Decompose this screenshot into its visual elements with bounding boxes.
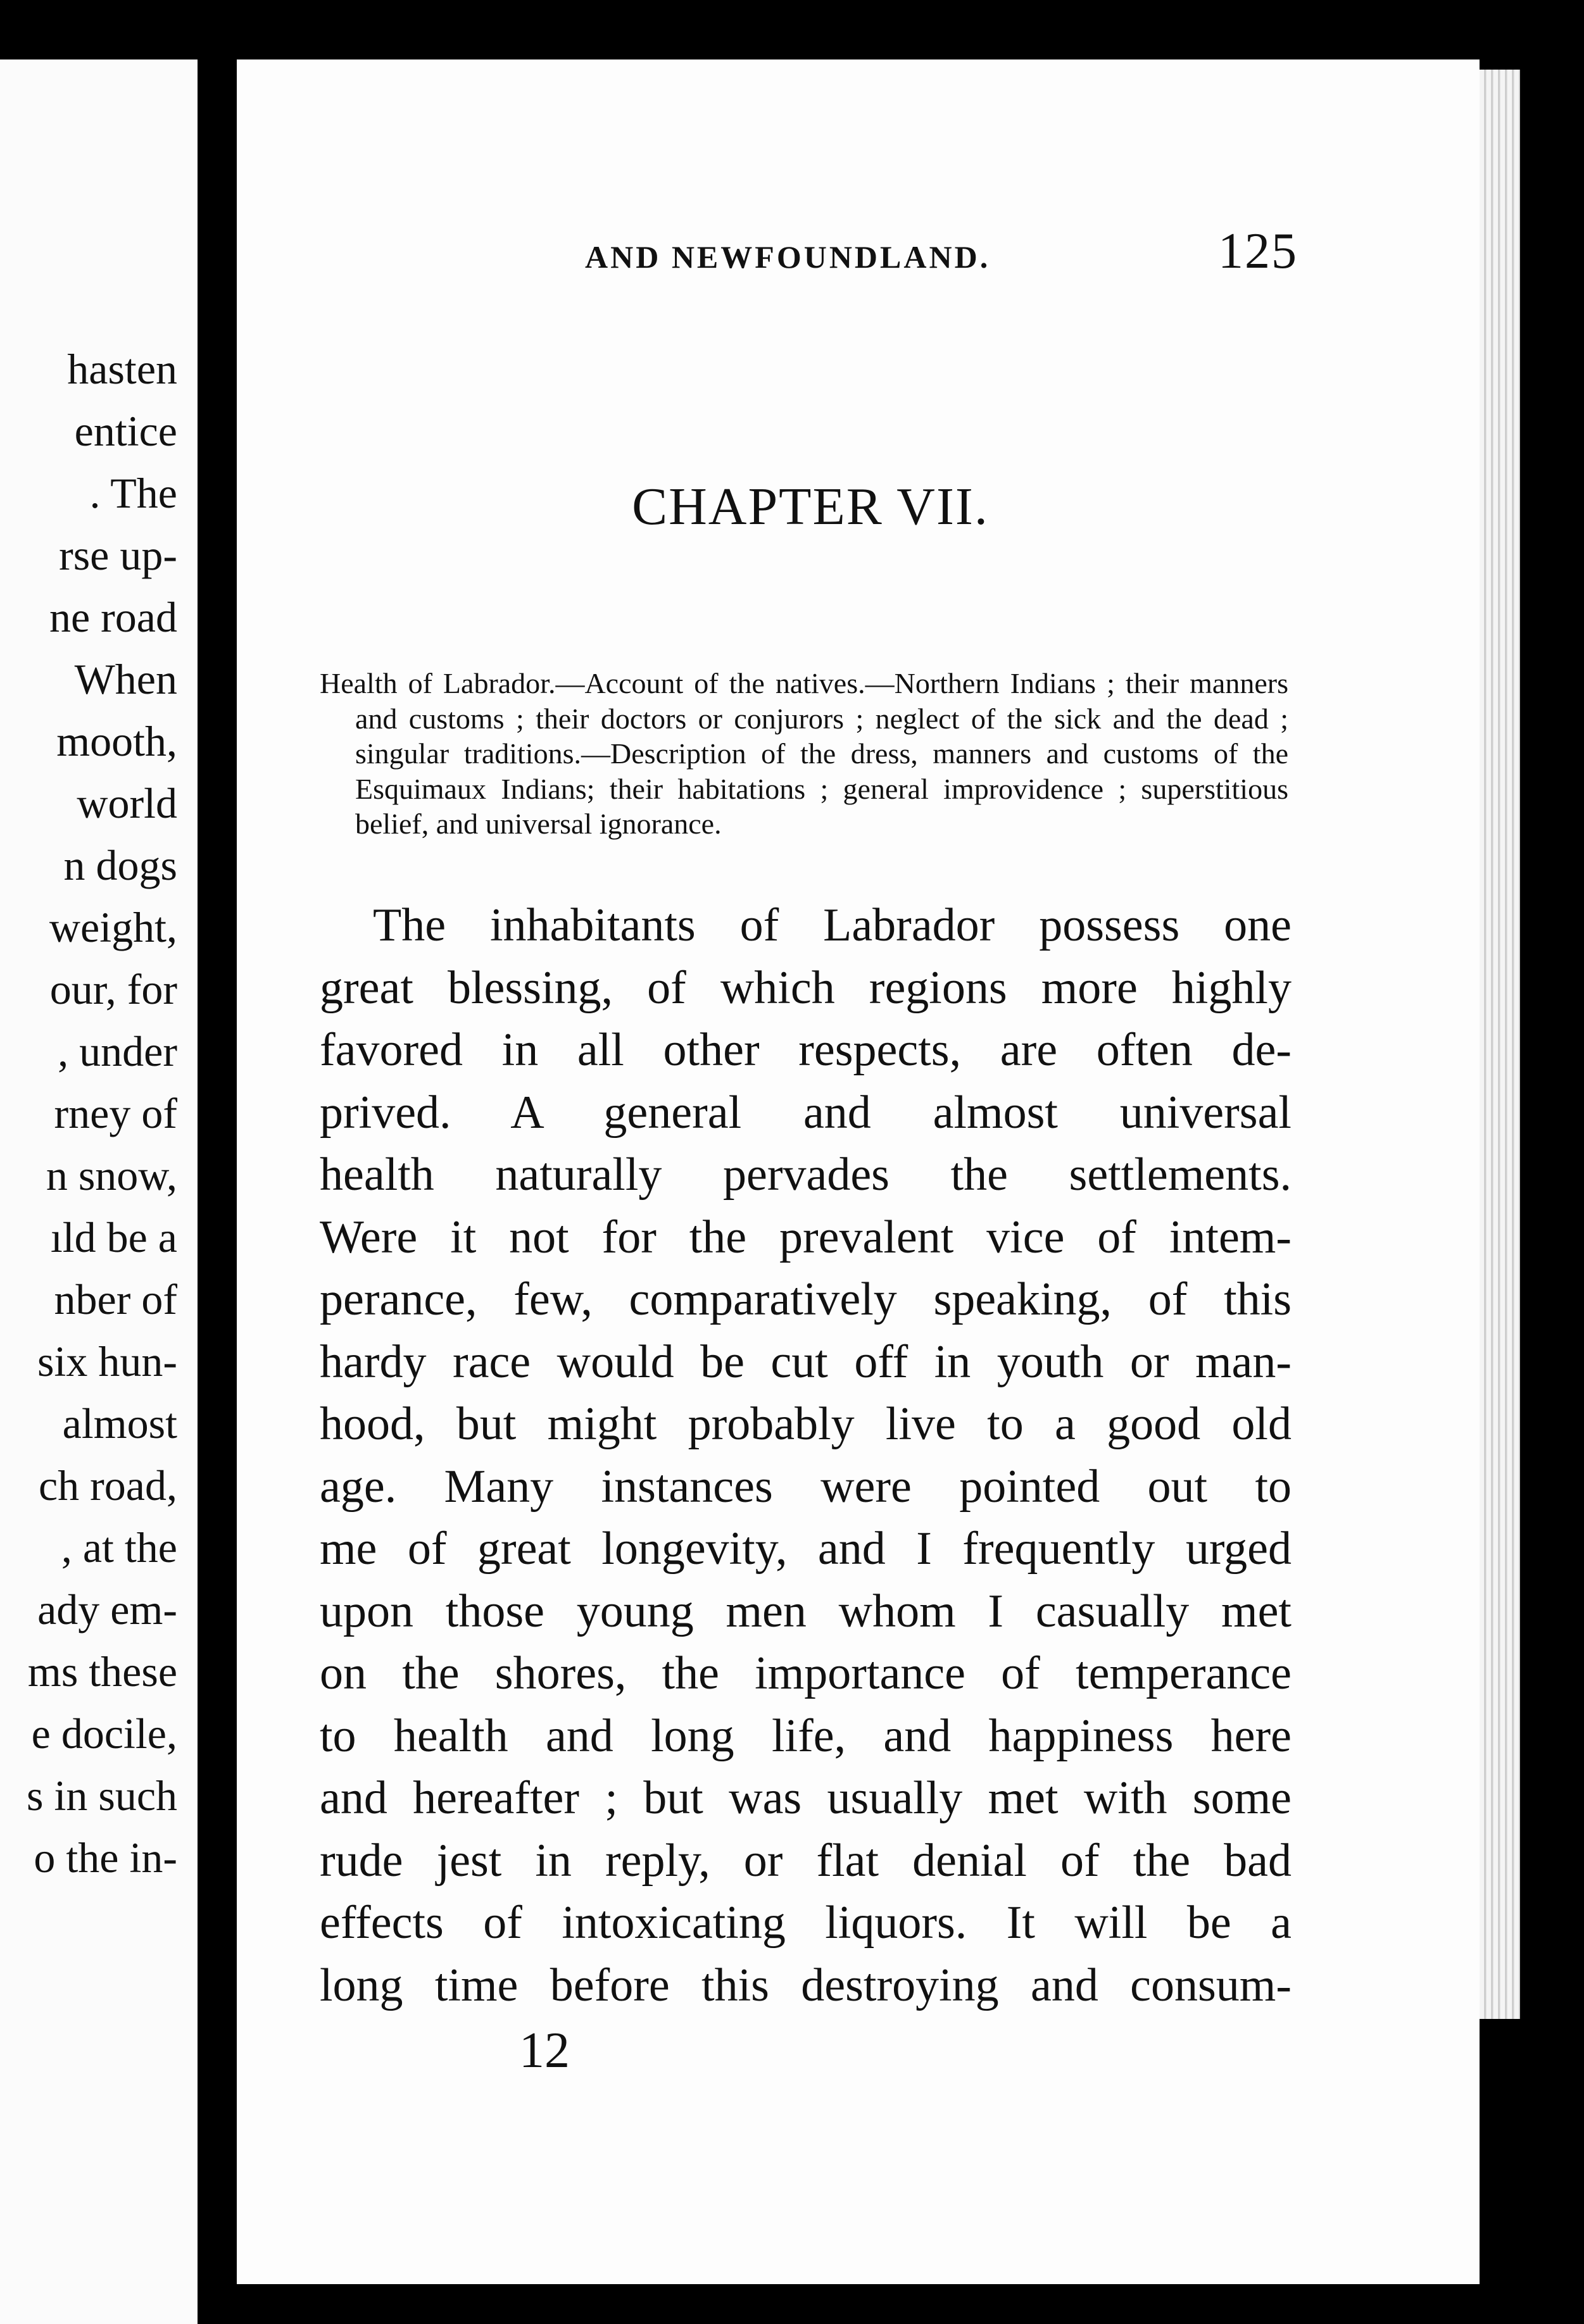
left-line: rney of: [54, 1089, 177, 1137]
left-line: world: [77, 779, 177, 827]
running-head: [348, 223, 1298, 280]
chapter-summary-text: Health of Labrador.—Account of the natives.—Northern Indians ; their manners and customs ; their doctors or conjurors ; neglect of the sick and the dead ; singular traditions.—Description of the dress, manners and customs of the Esquimaux Indians; their habitations ; general improvidence ; superstitious belief, and universal ignorance.: [320, 667, 1288, 840]
page-number: 125: [1218, 223, 1298, 279]
left-line: ch road,: [38, 1461, 177, 1509]
body-text: [320, 894, 1292, 2016]
left-line: nber of: [54, 1275, 177, 1323]
left-line: When: [74, 655, 177, 703]
body-line: hardy race would be cut off in youth or man-: [320, 1335, 1292, 1388]
left-line: ıld be a: [50, 1213, 177, 1261]
body-line: me of great longevity, and I frequently urged: [320, 1523, 1292, 1575]
left-page-fragment: [0, 59, 198, 2324]
body-line: rude jest in reply, or flat denial of the bad: [320, 1834, 1292, 1887]
left-line: , at the: [61, 1523, 177, 1571]
left-line: . The: [89, 469, 177, 517]
left-line: n snow,: [46, 1151, 177, 1199]
page-edges: [1480, 70, 1520, 2019]
chapter-heading: CHAPTER VII.: [632, 477, 989, 536]
left-line: entice: [74, 407, 177, 455]
left-line: weight,: [49, 903, 177, 951]
book-gutter: [198, 59, 237, 2324]
left-line: n dogs: [63, 841, 177, 889]
body-line: perance, few, comparatively speaking, of this: [320, 1273, 1292, 1325]
body-line: long time before this destroying and consum-: [320, 1959, 1292, 2011]
body-line: The inhabitants of Labrador possess one: [373, 899, 1292, 951]
left-line: e docile,: [31, 1709, 177, 1758]
body-line: to health and long life, and happiness here: [320, 1709, 1292, 1762]
left-line: ady em-: [37, 1585, 177, 1634]
left-line: ms these: [27, 1647, 177, 1696]
left-line: ne road: [49, 593, 177, 641]
left-line: six hun-: [37, 1337, 177, 1385]
body-line: prived. A general and almost universal: [320, 1086, 1292, 1139]
left-line: hasten: [67, 345, 177, 393]
left-line: , under: [58, 1027, 177, 1075]
left-line: mooth,: [56, 717, 177, 765]
body-line: Were it not for the prevalent vice of intem-: [320, 1211, 1292, 1263]
body-line: effects of intoxicating liquors. It will be a: [320, 1897, 1292, 1949]
left-line: o the in-: [34, 1834, 177, 1882]
body-line: age. Many instances were pointed out to: [320, 1460, 1292, 1513]
body-line: and hereafter ; but was usually met with some: [320, 1772, 1292, 1824]
left-line: rse up-: [59, 531, 177, 579]
body-line: great blessing, of which regions more highly: [320, 961, 1292, 1014]
left-line: our, for: [49, 965, 177, 1013]
signature-mark: 12: [519, 2023, 570, 2078]
body-line: upon those young men whom I casually met: [320, 1585, 1292, 1637]
left-line: s in such: [27, 1771, 177, 1820]
body-line: on the shores, the importance of temperance: [320, 1647, 1292, 1699]
body-line: health naturally pervades the settlements.: [320, 1149, 1292, 1201]
running-title: AND NEWFOUNDLAND.: [585, 239, 991, 275]
left-page-text: [0, 338, 177, 1889]
body-line: favored in all other respects, are often de-: [320, 1024, 1292, 1076]
left-line: almost: [62, 1399, 177, 1447]
body-line: hood, but might probably live to a good old: [320, 1398, 1292, 1450]
chapter-summary: [320, 666, 1288, 842]
